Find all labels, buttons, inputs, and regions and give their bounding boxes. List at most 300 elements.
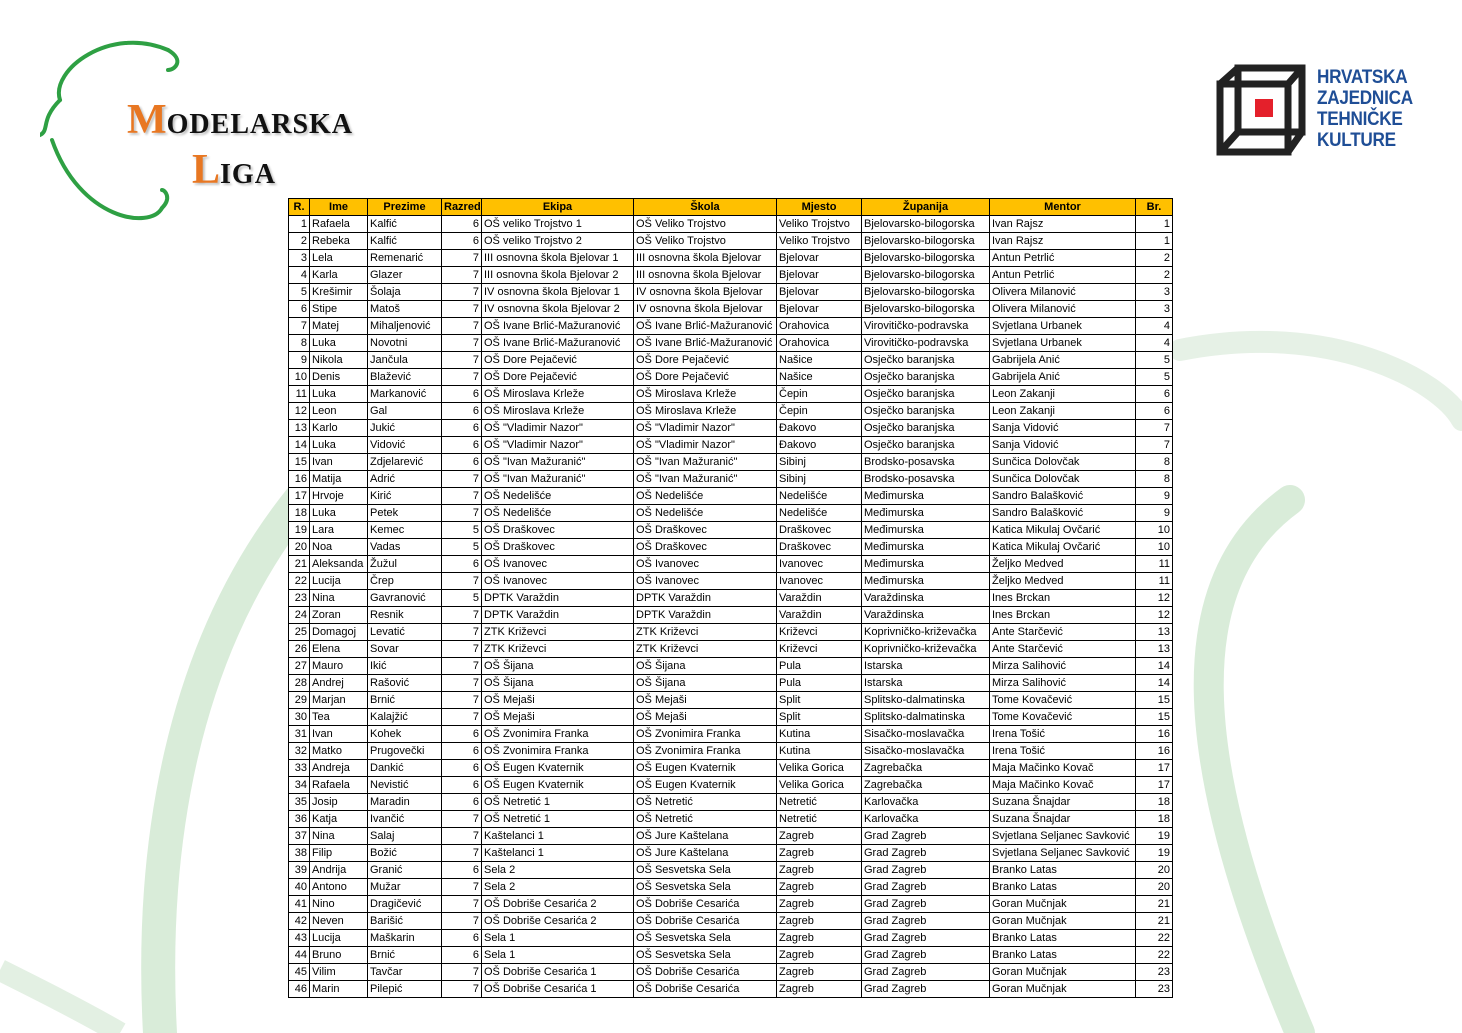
cell-mentor: Ante Starčević: [990, 624, 1136, 641]
cell-county: Grad Zagreb: [862, 828, 990, 845]
table-row: [289, 811, 1173, 828]
cell-number: 22: [1136, 947, 1173, 964]
cell-number: 14: [1136, 658, 1173, 675]
cell-rank: 8: [289, 335, 310, 352]
table-row: [289, 879, 1173, 896]
cell-county: Koprivničko-križevačka: [862, 624, 990, 641]
cell-mentor: Tome Kovačević: [990, 692, 1136, 709]
cell-number: 17: [1136, 777, 1173, 794]
cell-last-name: Pilepić: [368, 981, 442, 998]
cell-rank: 10: [289, 369, 310, 386]
cell-city: Zagreb: [777, 930, 862, 947]
cell-school: OŠ Dobriše Cesarića: [634, 913, 777, 930]
cell-city: Zagreb: [777, 862, 862, 879]
table-row: [289, 607, 1173, 624]
cell-first-name: Aleksanda: [310, 556, 368, 573]
cell-rank: 39: [289, 862, 310, 879]
cell-rank: 38: [289, 845, 310, 862]
cell-city: Zagreb: [777, 913, 862, 930]
cell-first-name: Neven: [310, 913, 368, 930]
cell-grade: 6: [442, 947, 482, 964]
cell-team: Sela 2: [482, 862, 634, 879]
cell-first-name: Andrija: [310, 862, 368, 879]
cell-grade: 5: [442, 590, 482, 607]
table-row: [289, 743, 1173, 760]
cell-grade: 7: [442, 488, 482, 505]
cell-grade: 5: [442, 539, 482, 556]
cell-number: 2: [1136, 250, 1173, 267]
cell-team: DPTK Varaždin: [482, 607, 634, 624]
cell-team: OŠ Netretić 1: [482, 811, 634, 828]
cell-city: Draškovec: [777, 522, 862, 539]
cell-mentor: Ines Brckan: [990, 607, 1136, 624]
cell-city: Križevci: [777, 641, 862, 658]
cell-grade: 6: [442, 726, 482, 743]
cell-rank: 21: [289, 556, 310, 573]
cell-first-name: Mauro: [310, 658, 368, 675]
cell-team: IV osnovna škola Bjelovar 1: [482, 284, 634, 301]
cell-school: OŠ Jure Kaštelana: [634, 828, 777, 845]
cell-county: Varaždinska: [862, 590, 990, 607]
cell-school: OŠ Draškovec: [634, 539, 777, 556]
cell-school: OŠ Mejaši: [634, 709, 777, 726]
cell-first-name: Antono: [310, 879, 368, 896]
cell-team: ZTK Križevci: [482, 624, 634, 641]
cell-number: 8: [1136, 454, 1173, 471]
table-row: [289, 301, 1173, 318]
cell-last-name: Mihaljenović: [368, 318, 442, 335]
cell-rank: 31: [289, 726, 310, 743]
cell-number: 4: [1136, 318, 1173, 335]
cell-rank: 26: [289, 641, 310, 658]
cell-team: OŠ Eugen Kvaternik: [482, 777, 634, 794]
cell-rank: 20: [289, 539, 310, 556]
table-row: [289, 590, 1173, 607]
cell-number: 17: [1136, 760, 1173, 777]
cell-grade: 7: [442, 981, 482, 998]
cell-grade: 6: [442, 760, 482, 777]
cell-city: Veliko Trojstvo: [777, 233, 862, 250]
cell-last-name: Remenarić: [368, 250, 442, 267]
cell-last-name: Ivančić: [368, 811, 442, 828]
table-row: [289, 709, 1173, 726]
table-row: [289, 981, 1173, 998]
cell-first-name: Lucija: [310, 573, 368, 590]
cell-first-name: Ivan: [310, 454, 368, 471]
table-row: [289, 675, 1173, 692]
table-row: [289, 845, 1173, 862]
cell-county: Bjelovarsko-bilogorska: [862, 216, 990, 233]
cell-rank: 23: [289, 590, 310, 607]
cell-school: OŠ Mejaši: [634, 692, 777, 709]
table-row: [289, 318, 1173, 335]
cell-mentor: Antun Petrlić: [990, 250, 1136, 267]
cell-number: 2: [1136, 267, 1173, 284]
cell-team: Kaštelanci 1: [482, 828, 634, 845]
cell-team: OŠ Ivanovec: [482, 573, 634, 590]
cell-number: 21: [1136, 913, 1173, 930]
cell-first-name: Stipe: [310, 301, 368, 318]
cell-first-name: Andreja: [310, 760, 368, 777]
table-row: [289, 386, 1173, 403]
cell-team: OŠ Zvonimira Franka: [482, 743, 634, 760]
cell-last-name: Levatić: [368, 624, 442, 641]
cell-school: OŠ Jure Kaštelana: [634, 845, 777, 862]
table-row: [289, 403, 1173, 420]
cell-last-name: Kohek: [368, 726, 442, 743]
cell-number: 12: [1136, 607, 1173, 624]
cell-team: OŠ Netretić 1: [482, 794, 634, 811]
cell-number: 6: [1136, 403, 1173, 420]
cell-number: 20: [1136, 879, 1173, 896]
cell-team: DPTK Varaždin: [482, 590, 634, 607]
cell-school: OŠ Šijana: [634, 675, 777, 692]
cell-team: Sela 1: [482, 947, 634, 964]
cell-city: Veliko Trojstvo: [777, 216, 862, 233]
table-row: [289, 624, 1173, 641]
cell-mentor: Katica Mikulaj Ovčarić: [990, 522, 1136, 539]
table-row: [289, 794, 1173, 811]
cell-rank: 29: [289, 692, 310, 709]
cell-mentor: Željko Medved: [990, 556, 1136, 573]
cell-city: Pula: [777, 675, 862, 692]
cell-mentor: Gabrijela Anić: [990, 369, 1136, 386]
table-row: [289, 930, 1173, 947]
cell-last-name: Vadas: [368, 539, 442, 556]
cell-city: Nedelišće: [777, 488, 862, 505]
cell-school: IV osnovna škola Bjelovar: [634, 301, 777, 318]
cell-county: Osječko baranjska: [862, 403, 990, 420]
cell-mentor: Maja Mačinko Kovač: [990, 777, 1136, 794]
cell-mentor: Gabrijela Anić: [990, 352, 1136, 369]
header-first-name: Ime: [310, 199, 368, 216]
cell-mentor: Svjetlana Urbanek: [990, 318, 1136, 335]
cell-county: Varaždinska: [862, 607, 990, 624]
table-row: [289, 216, 1173, 233]
cell-school: OŠ Nedelišće: [634, 488, 777, 505]
cell-grade: 7: [442, 284, 482, 301]
cell-first-name: Ivan: [310, 726, 368, 743]
cell-last-name: Mužar: [368, 879, 442, 896]
header-rank: R.: [289, 199, 310, 216]
cell-team: III osnovna škola Bjelovar 1: [482, 250, 634, 267]
cell-team: OŠ Dobriše Cesarića 1: [482, 981, 634, 998]
cell-school: OŠ Dobriše Cesarića: [634, 981, 777, 998]
table-row: [289, 284, 1173, 301]
cell-county: Grad Zagreb: [862, 930, 990, 947]
table-row: [289, 777, 1173, 794]
cell-number: 3: [1136, 284, 1173, 301]
cell-number: 1: [1136, 233, 1173, 250]
cell-school: OŠ Zvonimira Franka: [634, 726, 777, 743]
cell-first-name: Nina: [310, 828, 368, 845]
cell-city: Zagreb: [777, 896, 862, 913]
cell-first-name: Matija: [310, 471, 368, 488]
cell-number: 13: [1136, 624, 1173, 641]
cell-school: OŠ Nedelišće: [634, 505, 777, 522]
cell-last-name: Ikić: [368, 658, 442, 675]
cell-rank: 12: [289, 403, 310, 420]
cell-county: Brodsko-posavska: [862, 454, 990, 471]
cell-grade: 7: [442, 318, 482, 335]
table-row: [289, 471, 1173, 488]
cell-county: Grad Zagreb: [862, 913, 990, 930]
cell-school: III osnovna škola Bjelovar: [634, 267, 777, 284]
cell-county: Istarska: [862, 658, 990, 675]
cell-last-name: Blažević: [368, 369, 442, 386]
cell-team: OŠ Eugen Kvaternik: [482, 760, 634, 777]
cell-team: OŠ "Vladimir Nazor": [482, 420, 634, 437]
cell-mentor: Sandro Balašković: [990, 505, 1136, 522]
cell-last-name: Salaj: [368, 828, 442, 845]
table-row: [289, 828, 1173, 845]
cell-grade: 7: [442, 505, 482, 522]
cell-mentor: Svjetlana Seljanec Savković: [990, 845, 1136, 862]
cell-county: Međimurska: [862, 556, 990, 573]
cell-number: 15: [1136, 692, 1173, 709]
cell-first-name: Marjan: [310, 692, 368, 709]
cell-mentor: Branko Latas: [990, 947, 1136, 964]
cell-school: IV osnovna škola Bjelovar: [634, 284, 777, 301]
cell-grade: 6: [442, 233, 482, 250]
cell-grade: 7: [442, 624, 482, 641]
cell-mentor: Branko Latas: [990, 862, 1136, 879]
cell-county: Osječko baranjska: [862, 369, 990, 386]
cell-rank: 3: [289, 250, 310, 267]
cell-rank: 37: [289, 828, 310, 845]
cell-grade: 7: [442, 250, 482, 267]
cell-team: OŠ Zvonimira Franka: [482, 726, 634, 743]
cell-county: Karlovačka: [862, 794, 990, 811]
cell-first-name: Zoran: [310, 607, 368, 624]
table-row: [289, 250, 1173, 267]
hztk-logo-text: HRVATSKA ZAJEDNICA TEHNIČKE KULTURE: [1317, 66, 1413, 151]
cell-school: OŠ Netretić: [634, 794, 777, 811]
cell-last-name: Kalfić: [368, 216, 442, 233]
cell-team: OŠ Miroslava Krleže: [482, 386, 634, 403]
cell-first-name: Karlo: [310, 420, 368, 437]
cell-city: Zagreb: [777, 964, 862, 981]
cell-grade: 6: [442, 420, 482, 437]
cell-last-name: Prugovečki: [368, 743, 442, 760]
cell-first-name: Luka: [310, 437, 368, 454]
cell-school: OŠ Netretić: [634, 811, 777, 828]
cell-county: Osječko baranjska: [862, 386, 990, 403]
table-row: [289, 233, 1173, 250]
cell-first-name: Rafaela: [310, 777, 368, 794]
cell-rank: 46: [289, 981, 310, 998]
cell-city: Sibinj: [777, 471, 862, 488]
cell-team: OŠ Dobriše Cesarića 2: [482, 913, 634, 930]
cell-team: OŠ Miroslava Krleže: [482, 403, 634, 420]
cell-school: ZTK Križevci: [634, 641, 777, 658]
cell-city: Netretić: [777, 794, 862, 811]
cell-mentor: Željko Medved: [990, 573, 1136, 590]
cell-last-name: Črep: [368, 573, 442, 590]
cell-school: OŠ Zvonimira Franka: [634, 743, 777, 760]
cell-rank: 1: [289, 216, 310, 233]
cell-city: Pula: [777, 658, 862, 675]
cell-school: OŠ Veliko Trojstvo: [634, 233, 777, 250]
cell-first-name: Noa: [310, 539, 368, 556]
cell-school: DPTK Varaždin: [634, 590, 777, 607]
cell-number: 1: [1136, 216, 1173, 233]
cell-city: Varaždin: [777, 590, 862, 607]
cell-last-name: Jukić: [368, 420, 442, 437]
cell-mentor: Tome Kovačević: [990, 709, 1136, 726]
cell-team: OŠ veliko Trojstvo 1: [482, 216, 634, 233]
cell-city: Velika Gorica: [777, 760, 862, 777]
cell-county: Koprivničko-križevačka: [862, 641, 990, 658]
cell-rank: 19: [289, 522, 310, 539]
cell-grade: 6: [442, 930, 482, 947]
cell-grade: 7: [442, 573, 482, 590]
header-number: Br.: [1136, 199, 1173, 216]
cell-city: Križevci: [777, 624, 862, 641]
cell-last-name: Maradin: [368, 794, 442, 811]
cell-last-name: Kemec: [368, 522, 442, 539]
cell-last-name: Brnić: [368, 692, 442, 709]
cell-city: Zagreb: [777, 879, 862, 896]
cell-county: Grad Zagreb: [862, 981, 990, 998]
cell-rank: 16: [289, 471, 310, 488]
cell-number: 14: [1136, 675, 1173, 692]
cell-rank: 22: [289, 573, 310, 590]
cell-number: 5: [1136, 369, 1173, 386]
table-header-row: [289, 199, 1173, 216]
table-row: [289, 539, 1173, 556]
cell-first-name: Karla: [310, 267, 368, 284]
cell-mentor: Suzana Šnajdar: [990, 811, 1136, 828]
cell-county: Zagrebačka: [862, 777, 990, 794]
cell-team: III osnovna škola Bjelovar 2: [482, 267, 634, 284]
cell-school: DPTK Varaždin: [634, 607, 777, 624]
cell-rank: 30: [289, 709, 310, 726]
cell-first-name: Nikola: [310, 352, 368, 369]
table-row: [289, 760, 1173, 777]
cell-city: Našice: [777, 369, 862, 386]
cell-rank: 18: [289, 505, 310, 522]
table-row: [289, 573, 1173, 590]
logo-word-modelarska: MODELARSKA: [127, 97, 354, 143]
cell-school: III osnovna škola Bjelovar: [634, 250, 777, 267]
cell-county: Sisačko-moslavačka: [862, 726, 990, 743]
cell-first-name: Rebeka: [310, 233, 368, 250]
cell-number: 3: [1136, 301, 1173, 318]
table-row: [289, 369, 1173, 386]
cell-grade: 6: [442, 556, 482, 573]
cell-grade: 7: [442, 641, 482, 658]
cell-county: Splitsko-dalmatinska: [862, 709, 990, 726]
cell-school: OŠ Ivanovec: [634, 556, 777, 573]
cell-last-name: Jančula: [368, 352, 442, 369]
cell-last-name: Žužul: [368, 556, 442, 573]
cell-last-name: Novotni: [368, 335, 442, 352]
cell-city: Bjelovar: [777, 284, 862, 301]
cell-grade: 7: [442, 675, 482, 692]
table-row: [289, 913, 1173, 930]
cell-team: OŠ veliko Trojstvo 2: [482, 233, 634, 250]
cell-county: Međimurska: [862, 539, 990, 556]
cell-county: Istarska: [862, 675, 990, 692]
cell-rank: 28: [289, 675, 310, 692]
cell-grade: 7: [442, 845, 482, 862]
cell-county: Međimurska: [862, 505, 990, 522]
cell-city: Đakovo: [777, 437, 862, 454]
cell-team: OŠ "Vladimir Nazor": [482, 437, 634, 454]
cell-first-name: Krešimir: [310, 284, 368, 301]
cell-first-name: Nina: [310, 590, 368, 607]
cell-county: Brodsko-posavska: [862, 471, 990, 488]
cell-first-name: Andrej: [310, 675, 368, 692]
cell-number: 13: [1136, 641, 1173, 658]
cell-number: 5: [1136, 352, 1173, 369]
cell-team: OŠ Mejaši: [482, 692, 634, 709]
cell-grade: 7: [442, 335, 482, 352]
cell-mentor: Ivan Rajsz: [990, 233, 1136, 250]
cell-school: OŠ Dore Pejačević: [634, 352, 777, 369]
cell-mentor: Suzana Šnajdar: [990, 794, 1136, 811]
cell-city: Kutina: [777, 726, 862, 743]
cell-school: OŠ Miroslava Krleže: [634, 386, 777, 403]
header-grade: Razred: [442, 199, 482, 216]
cell-mentor: Maja Mačinko Kovač: [990, 760, 1136, 777]
cell-school: OŠ Sesvetska Sela: [634, 930, 777, 947]
cell-number: 8: [1136, 471, 1173, 488]
cell-first-name: Lara: [310, 522, 368, 539]
cell-first-name: Denis: [310, 369, 368, 386]
cell-mentor: Svjetlana Seljanec Savković: [990, 828, 1136, 845]
cell-school: OŠ Veliko Trojstvo: [634, 216, 777, 233]
cell-mentor: Ines Brckan: [990, 590, 1136, 607]
cell-mentor: Ivan Rajsz: [990, 216, 1136, 233]
results-table: [288, 198, 1173, 998]
table-row: [289, 454, 1173, 471]
cell-city: Čepin: [777, 403, 862, 420]
cell-county: Grad Zagreb: [862, 862, 990, 879]
cell-mentor: Goran Mučnjak: [990, 896, 1136, 913]
cell-last-name: Granić: [368, 862, 442, 879]
cell-last-name: Vidović: [368, 437, 442, 454]
cell-last-name: Markanović: [368, 386, 442, 403]
cell-rank: 25: [289, 624, 310, 641]
cell-first-name: Rafaela: [310, 216, 368, 233]
cell-team: OŠ "Ivan Mažuranić": [482, 454, 634, 471]
cell-city: Bjelovar: [777, 250, 862, 267]
cell-grade: 7: [442, 607, 482, 624]
cell-city: Bjelovar: [777, 267, 862, 284]
cell-number: 6: [1136, 386, 1173, 403]
cell-last-name: Kalfić: [368, 233, 442, 250]
table-row: [289, 505, 1173, 522]
cell-county: Grad Zagreb: [862, 879, 990, 896]
cell-team: ZTK Križevci: [482, 641, 634, 658]
cell-city: Draškovec: [777, 539, 862, 556]
cell-number: 21: [1136, 896, 1173, 913]
cell-mentor: Goran Mučnjak: [990, 981, 1136, 998]
cell-city: Varaždin: [777, 607, 862, 624]
cell-rank: 9: [289, 352, 310, 369]
cell-last-name: Maškarin: [368, 930, 442, 947]
cell-number: 23: [1136, 964, 1173, 981]
cell-school: ZTK Križevci: [634, 624, 777, 641]
cell-number: 9: [1136, 505, 1173, 522]
cell-mentor: Branko Latas: [990, 930, 1136, 947]
cell-rank: 45: [289, 964, 310, 981]
cell-first-name: Luka: [310, 505, 368, 522]
cell-grade: 7: [442, 828, 482, 845]
cell-grade: 6: [442, 403, 482, 420]
